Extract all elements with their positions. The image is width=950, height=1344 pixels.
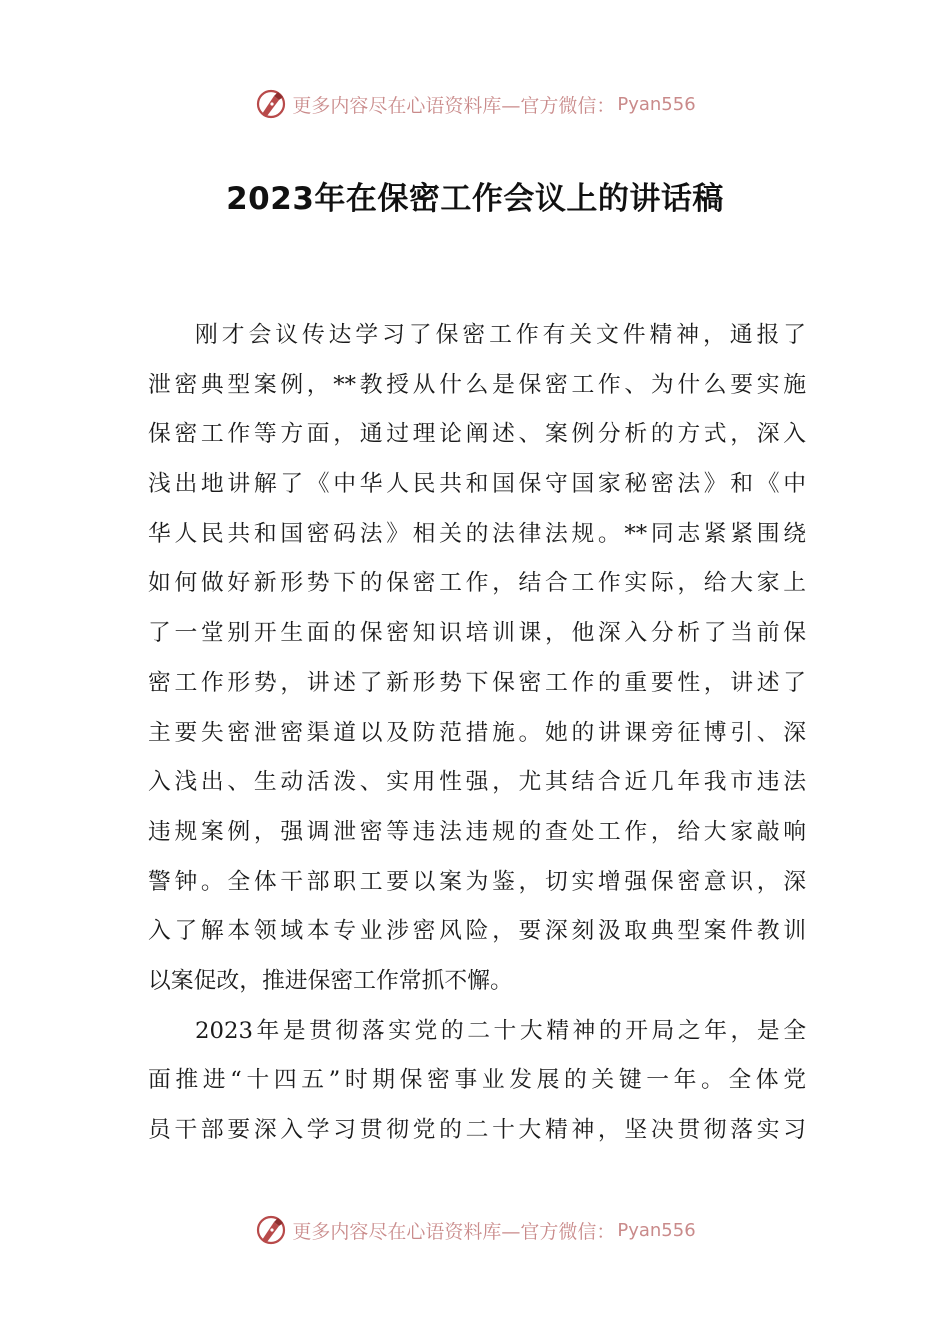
text-line: 如何做好新形势下的保密工作，结合工作实际，给大家上 [148, 570, 806, 597]
paragraph-2 [148, 1007, 806, 1156]
text-line: 违规案例，强调泄密等违法违规的查处工作，给大家敲响 [148, 818, 806, 845]
text-line: 面推进“十四五”时期保密事业发展的关键一年。全体党 [148, 1067, 806, 1094]
document-title: 2023年在保密工作会议上的讲话稿 [226, 181, 724, 217]
watermark-header [0, 84, 950, 124]
watermark-wechat-id: Pyan556 [617, 93, 696, 115]
text-line: 主要失密泄密渠道以及防范措施。她的讲课旁征博引、深 [148, 719, 806, 746]
text-line: 密工作形势，讲述了新形势下保密工作的重要性，讲述了 [148, 669, 806, 696]
text-line: 华人民共和国密码法》相关的法律法规。**同志紧紧围绕 [148, 520, 806, 547]
text-line: 保密工作等方面，通过理论阐述、案例分析的方式，深入 [148, 421, 806, 448]
watermark-footer [0, 1210, 950, 1250]
text-line: 员干部要深入学习贯彻党的二十大精神，坚决贯彻落实习 [148, 1117, 806, 1143]
watermark-text: 更多内容尽在心语资料库—官方微信： [292, 1220, 616, 1243]
text-line: 泄密典型案例，**教授从什么是保密工作、为什么要实施 [148, 371, 806, 398]
pen-nib-logo-icon [254, 1213, 288, 1247]
text-line: 入浅出、生动活泼、实用性强，尤其结合近几年我市违法 [148, 769, 806, 796]
watermark-text: 更多内容尽在心语资料库—官方微信： [292, 94, 616, 117]
pen-nib-logo-icon [254, 87, 288, 121]
text-line: 2023年是贯彻落实党的二十大精神的开局之年，是全 [195, 1017, 806, 1044]
text-line: 以案促改，推进保密工作常抓不懈。 [148, 967, 513, 994]
text-line: 入了解本领域本专业涉密风险，要深刻汲取典型案件教训 [148, 918, 806, 945]
text-line: 浅出地讲解了《中华人民共和国保守国家秘密法》和《中 [148, 471, 806, 498]
document-body [148, 311, 806, 1156]
paragraph-1 [148, 311, 806, 1007]
text-line: 警钟。全体干部职工要以案为鉴，切实增强保密意识，深 [148, 868, 806, 895]
text-line: 了一堂别开生面的保密知识培训课，他深入分析了当前保 [148, 620, 806, 647]
watermark-wechat-id: Pyan556 [617, 1219, 696, 1241]
text-line: 刚才会议传达学习了保密工作有关文件精神，通报了 [195, 322, 806, 348]
